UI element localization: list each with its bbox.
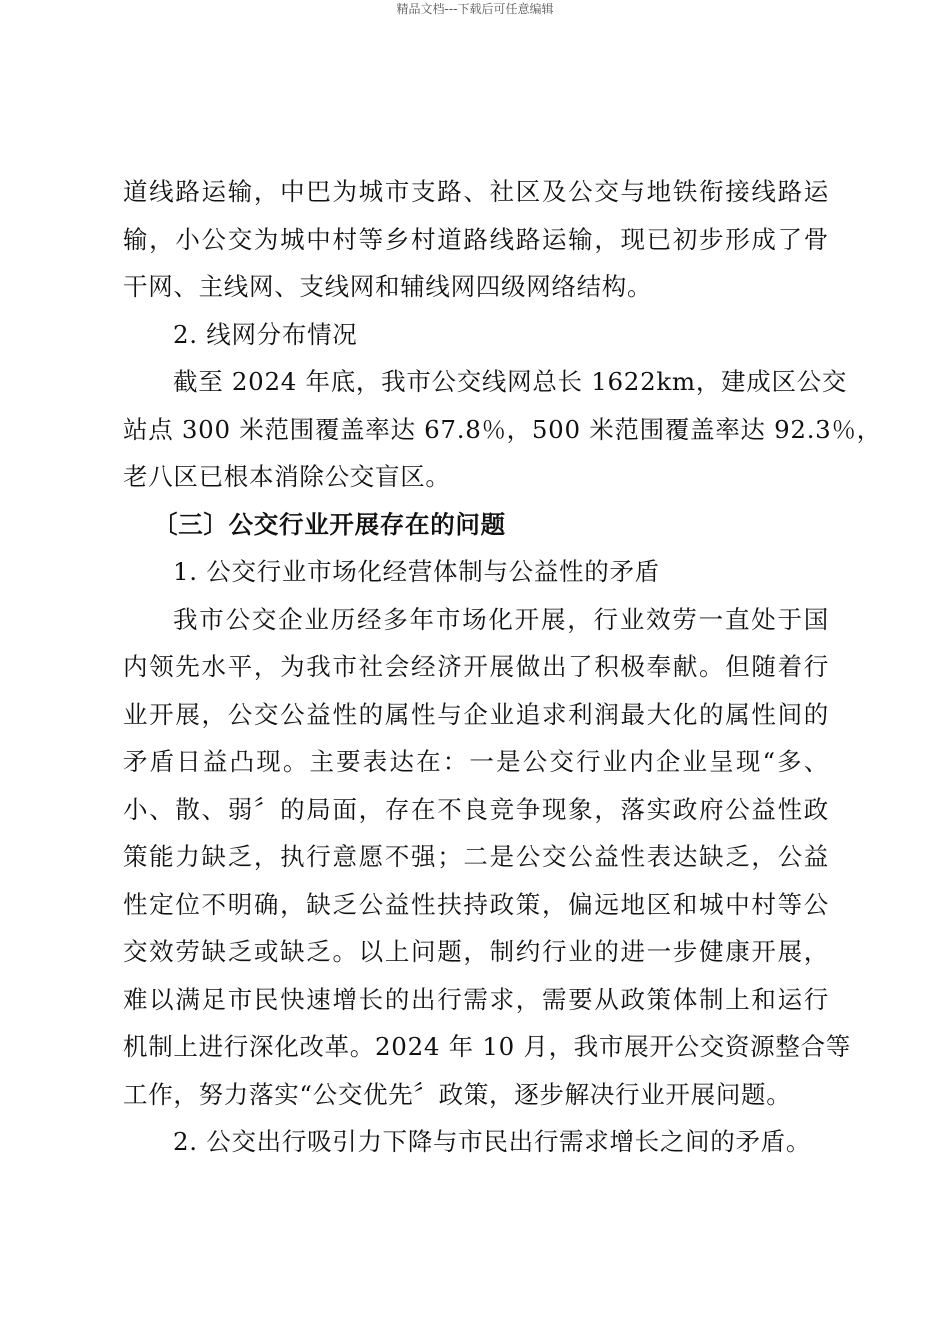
- body-line-14: 小、散、弱〞的局面，存在不良竞争现象，落实政府公益性政: [123, 794, 829, 824]
- body-line-13: 矛盾日益凸现。主要表达在：一是公交行业内企业呈现“多、: [123, 747, 829, 776]
- document-body: [123, 168, 882, 1166]
- page-header: 精品文档---下载后可任意编辑: [396, 2, 554, 16]
- body-line-19: 机制上进行深化改革。2024 年 10 月，我市展开公交资源整合等: [123, 1032, 851, 1061]
- body-line-7: 老八区已根本消除公交盲区。: [123, 462, 451, 491]
- body-line-6: 站点 300 米范围覆盖率达 67.8％，500 米范围覆盖率达 92.3％，: [123, 414, 882, 444]
- body-line-18: 难以满足市民快速增长的出行需求，需要从政策体制上和运行: [123, 984, 829, 1014]
- subsection-title-market-vs-public: 1. 公交行业市场化经营体制与公益性的矛盾: [173, 557, 660, 586]
- body-line-2: 输，小公交为城中村等乡村道路线路运输，现已初步形成了骨: [123, 224, 829, 254]
- subsection-title-attraction-decline: 2. 公交出行吸引力下降与市民出行需求增长之间的矛盾。: [173, 1127, 812, 1156]
- body-line-10: 我市公交企业历经多年市场化开展，行业效劳一直处于国: [173, 604, 829, 634]
- body-line-5: 截至 2024 年底，我市公交线网总长 1622km，建成区公交: [173, 367, 848, 396]
- subsection-title-network-distribution: 2. 线网分布情况: [173, 319, 358, 349]
- section-heading-problems: 〔三〕公交行业开展存在的问题: [153, 509, 506, 539]
- body-line-15: 策能力缺乏，执行意愿不强；二是公交公益性表达缺乏，公益: [123, 842, 829, 871]
- body-line-17: 交效劳缺乏或缺乏。以上问题，制约行业的进一步健康开展，: [123, 937, 829, 966]
- body-line-20: 工作，努力落实“公交优先〞政策，逐步解决行业开展问题。: [123, 1079, 792, 1109]
- body-line-11: 内领先水平，为我市社会经济开展做出了积极奉献。但随着行: [123, 652, 829, 681]
- body-line-3: 干网、主线网、支线网和辅线网四级网络结构。: [123, 272, 653, 301]
- body-line-1: 道线路运输，中巴为城市支路、社区及公交与地铁衔接线路运: [123, 177, 829, 206]
- body-line-16: 性定位不明确，缺乏公益性扶持政策，偏远地区和城中村等公: [123, 889, 829, 919]
- body-line-12: 业开展，公交公益性的属性与企业追求利润最大化的属性间的: [123, 699, 829, 729]
